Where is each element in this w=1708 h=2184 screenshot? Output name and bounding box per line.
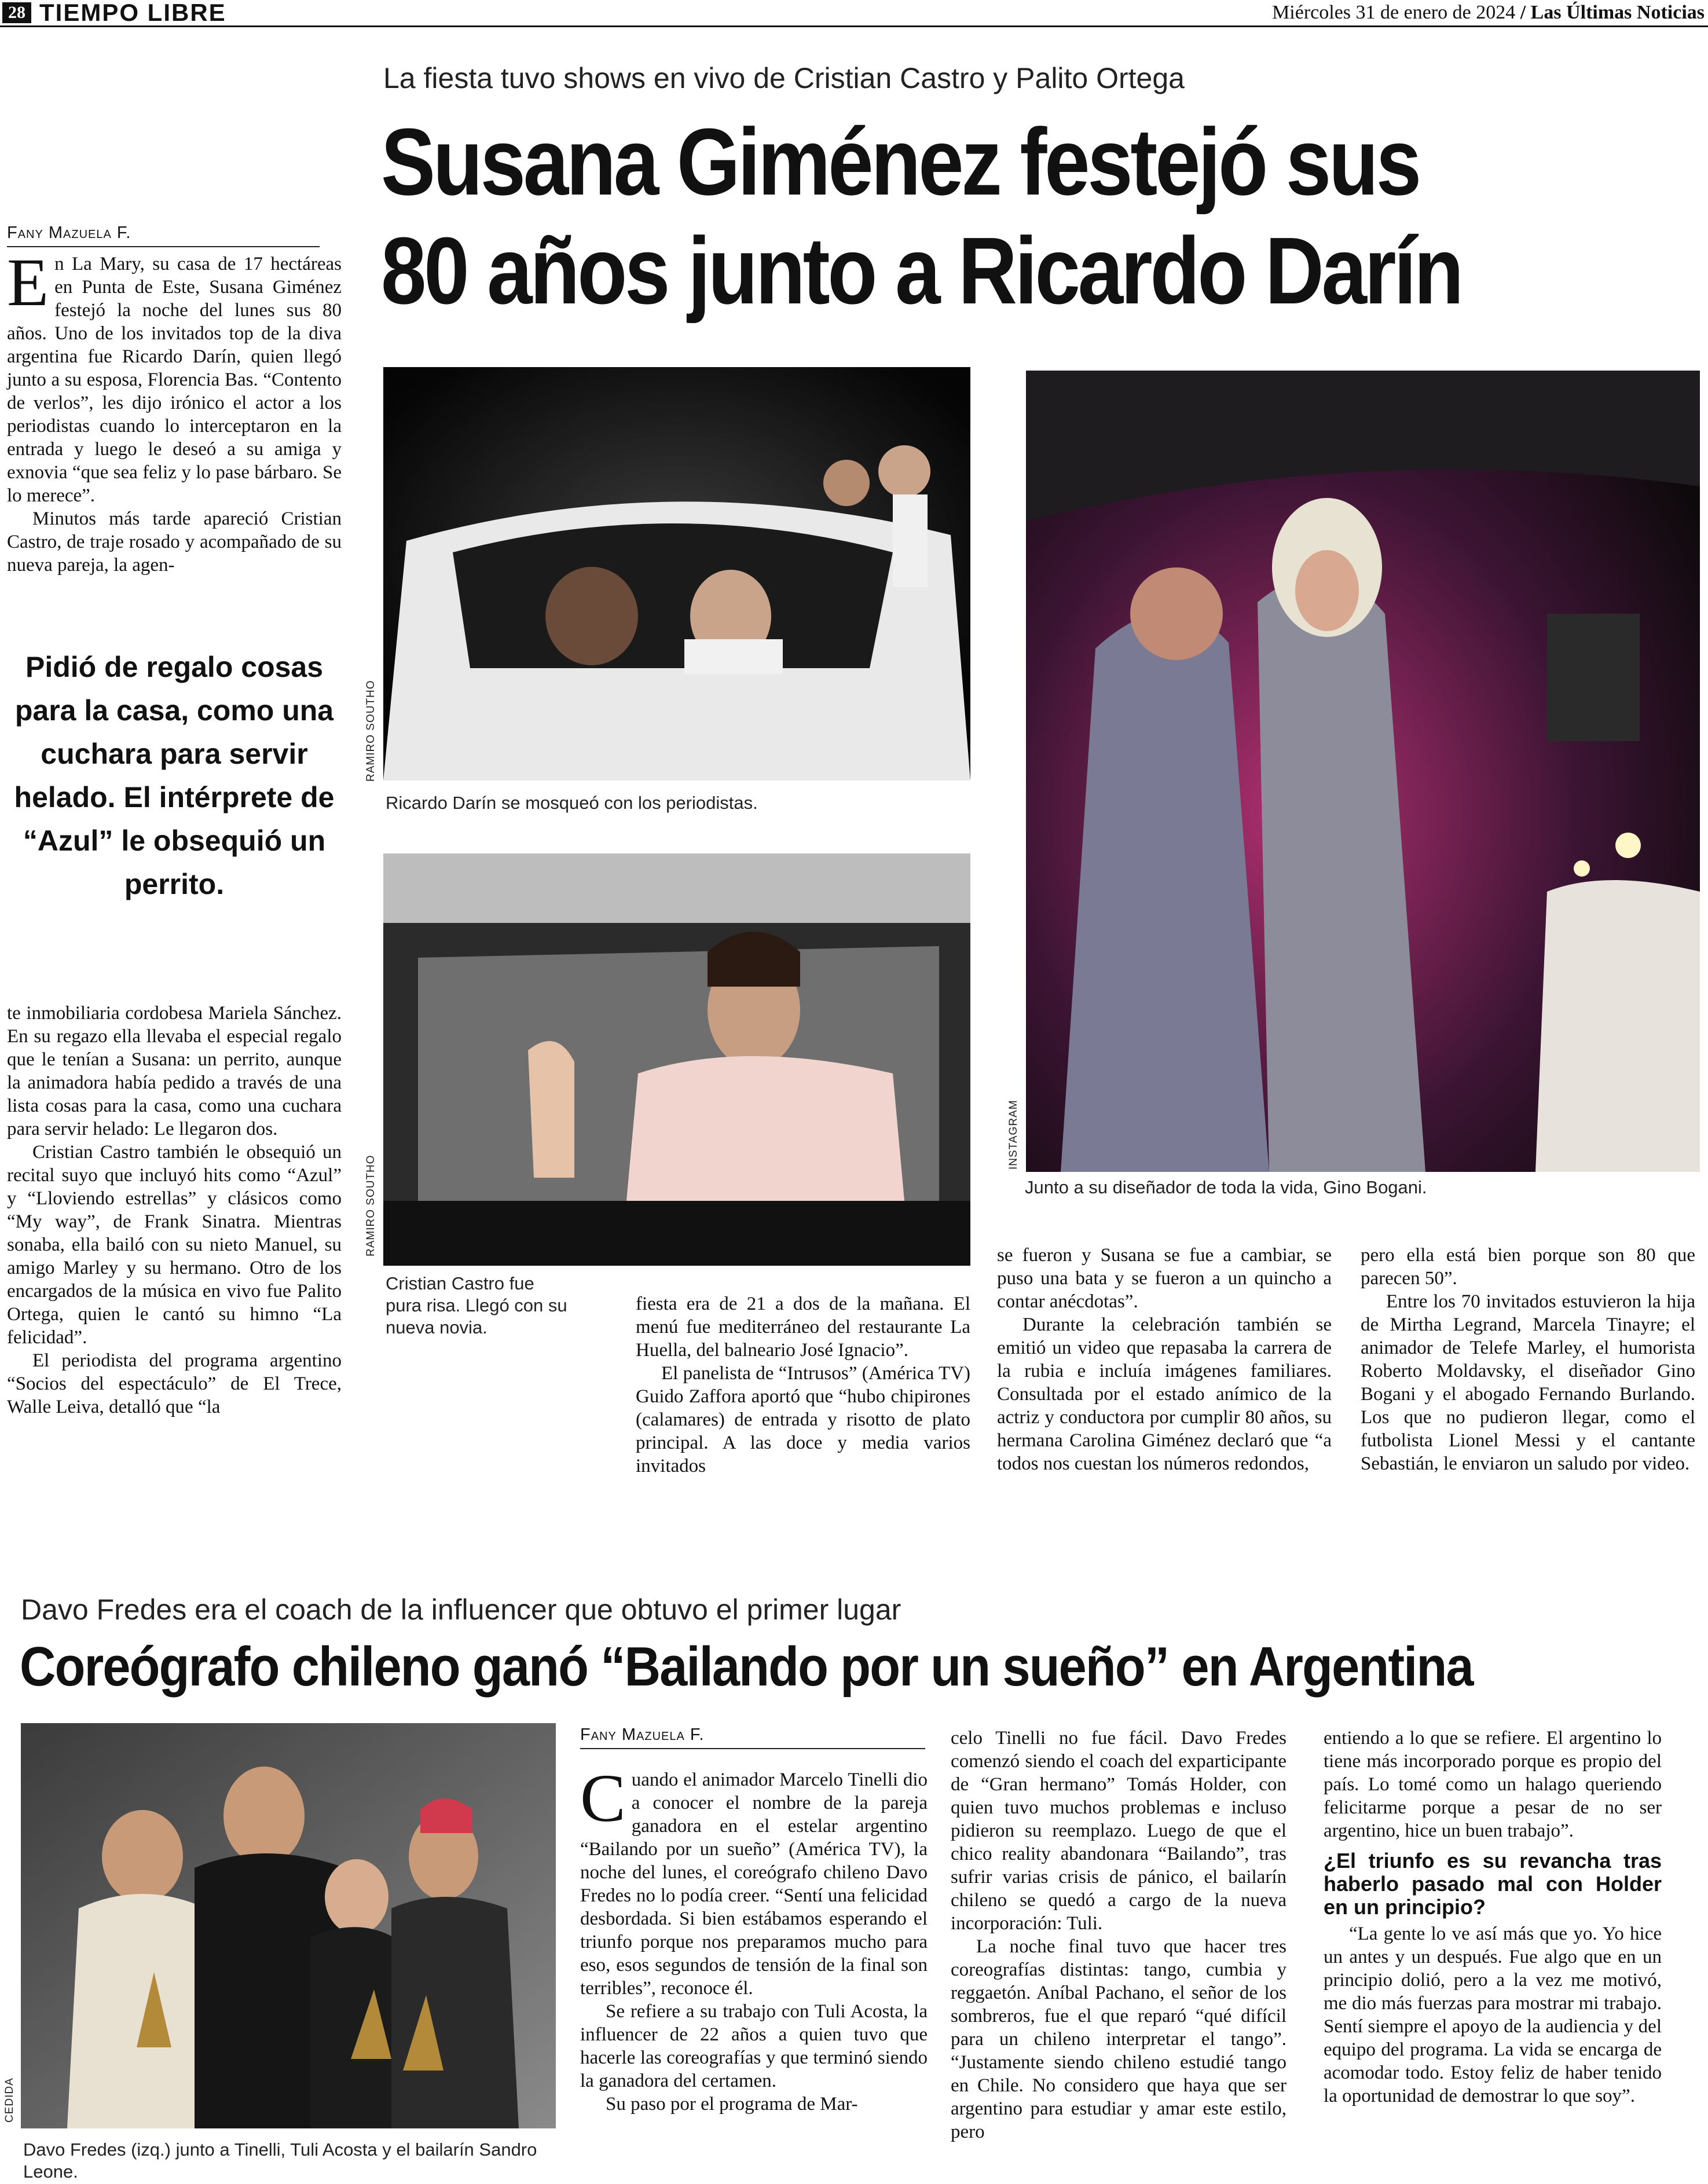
article1-col1-top [7,244,342,577]
article2-col2 [951,1727,1287,2143]
article1-col1-p3: te inmobiliaria cordobesa Mariela Sánchez. En su regazo ella llevaba el especial regalo que le tenían a Susana: un perrito, aunque la animadora había pedido a través de una lista cosas para la casa, como una cuchara para servir helado: Le llegaron dos. [7,1003,342,1139]
article1-pullquote: Pidió de regalo cosas para la casa, como una cuchara para servir helado. El intérprete de “Azul” le obsequió un perrito. [14,651,335,900]
photo1-caption: Ricardo Darín se mosqueó con los periodistas. [386,793,758,813]
article2-col1-p1: uando el animador Marcelo Tinelli dio a conocer el nombre de la pareja ganadora en el estelar argentino “Bailando por un sueño” (América TV), la noche del lunes, el coreógrafo chileno Davo Fredes no lo podía creer. “Sentí una felicidad desbordada. Si bien estábamos esperando el triunfo porque nos preparamos mucho para eso, esos segundos de tensión de la final son terribles”, reconoce él. [580,1769,928,1999]
article1-headline-line2: 80 años junto a Ricardo Darín [381,218,1461,324]
photo4-caption: Davo Fredes (izq.) junto a Tinelli, Tuli Acosta y el bailarín Sandro Leone. [23,2139,537,2182]
article1-col2-p1: fiesta era de 21 a dos de la mañana. El menú fue mediterráneo del restaurante La Huella, del balneario José Ignacio”. [636,1293,970,1361]
photo3-credit: INSTAGRAM [1007,1100,1020,1170]
article2-col1-p2: Se refiere a su trabajo con Tuli Acosta, la influencer de 22 años a quien tuvo que hacerle las coreografías y que terminó siendo la ganadora del certamen. [580,2001,928,2091]
photo-davo-fredes [21,1723,556,2128]
photo-davo-fredes-image [21,1723,556,2128]
article1-byline: Fany Mazuela F. [7,223,320,247]
article1-col3-p1: se fueron y Susana se fue a cambiar, se puso una bata y se fueron a un quincho a contar anécdotas”. [997,1245,1332,1312]
photo-castro-car-image [383,853,970,1266]
article1-col1-p2: Minutos más tarde apareció Cristian Castro, de traje rosado y acompañado de su nueva pareja, la agen- [7,508,342,576]
article2-col3-p1: entiendo a lo que se refiere. El argentino lo tiene más incorporado porque es propio del país. Lo tomé como un halago queriendo felicitarme porque a pesar de no ser argentino, hice un buen trabajo”. [1324,1728,1662,1841]
article1-headline-line1: Susana Giménez festejó sus [381,109,1419,215]
article1-col4 [1361,1244,1695,1475]
photo-susana-bogani-image [1026,371,1700,1172]
photo-darin-car [383,367,970,780]
page-header [0,0,1708,27]
article2-col1 [580,1760,928,2116]
article2-question: ¿El triunfo es su revancha tras haberlo pasado mal con Holder en un principio? [1324,1849,1662,1919]
header-separator: / [1520,2,1531,23]
photo2-credit: RAMIRO SOUTHO [365,1155,377,1256]
photo-darin-car-image [383,367,970,780]
article1-col1-bottom [7,1002,342,1419]
newspaper-name: Las Últimas Noticias [1530,2,1705,23]
photo4-credit: CEDIDA [3,2077,16,2123]
article1-kicker: La fiesta tuvo shows en vivo de Cristian Castro y Palito Ortega [383,62,1185,94]
article2-col1-p3: Su paso por el programa de Mar- [606,2094,858,2115]
article1-col4-p1: pero ella está bien porque son 80 que parecen 50”. [1361,1245,1695,1289]
article1-col2-p2: El panelista de “Intrusos” (América TV) Guido Zaffora aportó que “hubo chipirones (calamares) de entrada y risotto de plato principal. A las doce y media varios invitados [636,1363,970,1476]
article2-col2-p2: La noche final tuvo que hacer tres coreografías distintas: tango, cumbia y reggaetón. Aníbal Pachano, el señor de los sombreros, fue el que reparó “qué difícil para un chileno interpretar el tango”. “Justamente siendo chileno estudié tango en Chile. No considero que haya que ser argentino para estudiar y amar este estilo, pero [951,1936,1287,2142]
article1-col1-p4: Cristian Castro también le obsequió un recital suyo que incluyó hits como “Azul” y “Lloviendo estrellas” y clásicos como “My way”, de Frank Sinatra. Mientras sonaba, ella bailó con su nieto Manuel, su amigo Marley y su hermano. Otro de los encargados de la música en vivo fue Palito Ortega, quien le cantó su himno “La felicidad”. [7,1142,342,1348]
photo3-caption: Junto a su diseñador de toda la vida, Gino Bogani. [1025,1177,1427,1197]
article1-dropcap: E [7,244,49,320]
section-title: TIEMPO LIBRE [39,0,226,26]
article1-col1-p1: n La Mary, su casa de 17 hectáreas en Punta de Este, Susana Giménez festejó la noche del lunes sus 80 años. Uno de los invitados top de la diva argentina fue Ricardo Darín, quien llegó junto a su esposa, Florencia Bas. “Contento de verlos”, les dijo irónico el actor a los periodistas cuando lo interceptaron en la entrada y luego le deseó a su amiga y exnovia “que sea feliz y lo pase bárbaro. Se lo merece”. [7,254,342,506]
article2-kicker: Davo Fredes era el coach de la influencer que obtuvo el primer lugar [21,1593,901,1626]
article2-col3 [1324,1727,1662,2108]
article2-headline: Coreógrafo chileno ganó “Bailando por un sueño” en Argentina [20,1636,1473,1698]
header-dateline [1272,1,1705,24]
photo1-credit: RAMIRO SOUTHO [365,680,377,782]
article2-byline: Fany Mazuela F. [580,1725,925,1749]
article1-col4-p2: Entre los 70 invitados estuvieron la hija de Mirtha Legrand, Marcela Tinayre; el animador de Telefe Marley, el humorista Roberto Moldavsky, el diseñador Gino Bogani y el abogado Fernando Burlando. Los que no pudieron llegar, como el futbolista Lionel Messi y el cantante Sebastián, le enviaron un saludo por video. [1361,1291,1695,1474]
issue-date: Miércoles 31 de enero de 2024 [1272,2,1516,23]
article1-col3 [997,1244,1332,1475]
article1-col3-p2: Durante la celebración también se emitió un video que repasaba la carrera de la rubia e incluía imágenes familiares. Consultada por el estado anímico de la actriz y conductora por cumplir 80 años, su hermana Carolina Giménez declaró que “a todos nos cuestan los números redondos, [997,1314,1332,1474]
photo-castro-car [383,853,970,1266]
article2-col2-p1: celo Tinelli no fue fácil. Davo Fredes comenzó siendo el coach del exparticipante de “Gran hermano” Tomás Holder, con quien tuvo muchos problemas e incluso pidieron su reemplazo. Luego de que el chico reality abandonara “Bailando”, tras sufrir varias crisis de pánico, el bailarín chileno se quedó a cargo de la nueva incorporación: Tuli. [951,1728,1287,1934]
article1-col2 [636,1292,970,1478]
article2-dropcap: C [580,1760,626,1836]
page-number: 28 [2,2,31,23]
article2-col3-p2: “La gente lo ve así más que yo. Yo hice un antes y un después. Fue algo que en un principio dolió, pero a la vez me motivó, me dio más fuerzas para mostrar mi trabajo. Sentí siempre el apoyo de la audiencia y del equipo del programa. La vida se encarga de acomodar todo. Estoy feliz de haber tenido la oportunidad de demostrar lo que soy”. [1324,1923,1662,2106]
photo2-caption: Cristian Castro fue pura risa. Llegó con su nueva novia. [386,1273,567,1337]
photo-susana-bogani [1026,371,1700,1172]
article1-col1-p5: El periodista del programa argentino “Socios del espectáculo” de El Trece, Walle Leiva, detalló que “la [7,1350,342,1417]
